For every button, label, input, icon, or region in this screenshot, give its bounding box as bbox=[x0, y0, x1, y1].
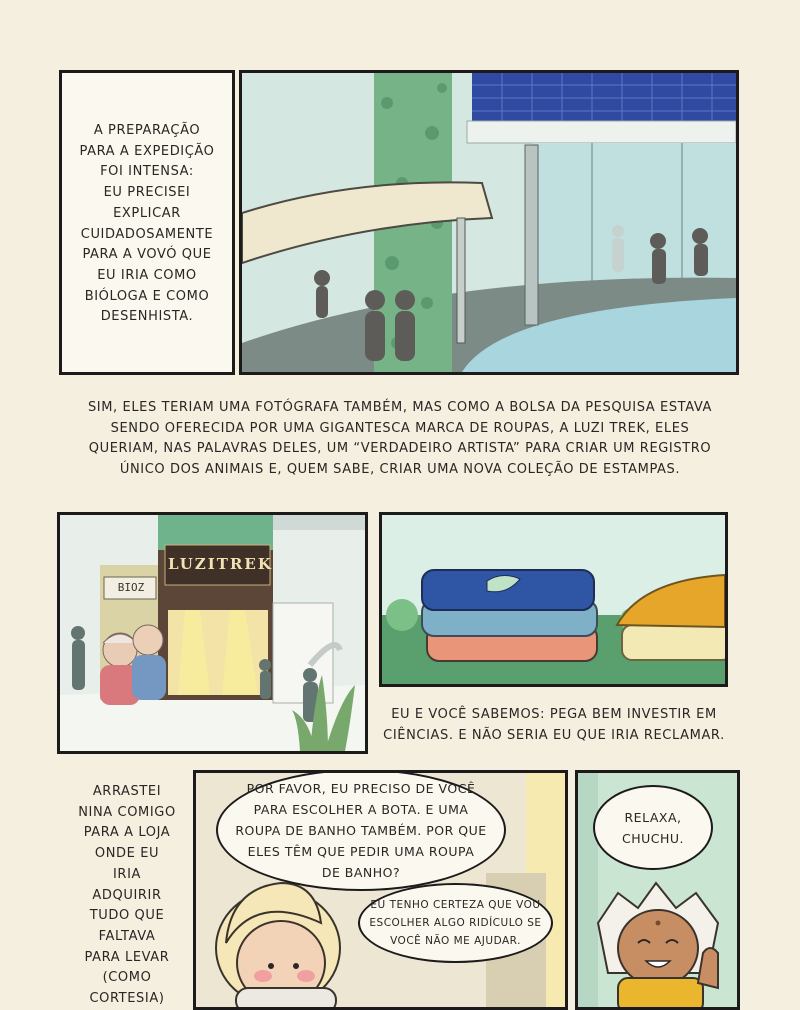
caption-panel-top bbox=[59, 70, 235, 375]
mall-scene bbox=[242, 73, 736, 372]
speech-bubble-ridiculous bbox=[358, 883, 553, 963]
caption-expedition-prep: A PREPARAÇÃO PARA A EXPEDIÇÃO FOI INTENSA: EU PRECISEI EXPLICAR CUIDADOSAMENTE PARA A VOVÓ QUE EU IRIA COMO BIÓLOGA E COMO DESENHISTA. bbox=[79, 123, 215, 325]
speech-text-ridiculous: EU TENHO CERTEZA QUE VOU ESCOLHER ALGO RIDÍCULO SE VOCÊ NÃO ME AJUDAR. bbox=[369, 899, 542, 947]
small-shop-sign: BIOZ bbox=[117, 581, 145, 594]
store-scene bbox=[60, 515, 365, 751]
friend-panel bbox=[575, 770, 740, 1010]
caption-science: EU E VOCÊ SABEMOS: PEGA BEM INVESTIR EM CIÊNCIAS. E NÃO SERIA EU QUE IRIA RECLAMAR. bbox=[383, 707, 725, 743]
store-sign: LUZITREK bbox=[168, 555, 273, 573]
store-panel bbox=[57, 512, 368, 754]
caption-nina: ARRASTEI NINA COMIGO PARA A LOJA ONDE EU IRIA ADQUIRIR TUDO QUE FALTAVA PARA LEVAR (COMO CORTESIA) bbox=[78, 784, 176, 1007]
speech-text-relax: RELAXA, CHUCHU. bbox=[621, 809, 685, 846]
folded-clothes-scene bbox=[382, 515, 725, 684]
speech-bubble-please bbox=[216, 770, 506, 891]
speech-bubble-relax bbox=[593, 785, 713, 870]
caption-luzi-trek: SIM, ELES TERIAM UMA FOTÓGRAFA TAMBÉM, MAS COMO A BOLSA DA PESQUISA ESTAVA SENDO OFERECIDA POR UMA GIGANTESCA MARCA DE ROUPAS, A LUZI TREK, ELES QUERIAM, NAS PALAVRAS DELES, UM “VERDADEIRO ARTISTA” PARA CRIAR UM REGISTRO ÚNICO DOS ANIMAIS E, QUEM SABE, CRIAR UMA NOVA COLEÇÃO DE ESTAMPAS. bbox=[87, 400, 713, 478]
clothes-panel bbox=[379, 512, 728, 687]
conversation-panel bbox=[193, 770, 568, 1010]
mall-panel bbox=[239, 70, 739, 375]
speech-text-please: POR FAVOR, EU PRECISO DE VOCÊ PARA ESCOLHER A BOTA. E UMA ROUPA DE BANHO TAMBÉM. POR QUE ELES TÊM QUE PEDIR UMA ROUPA DE BANHO? bbox=[235, 780, 487, 880]
